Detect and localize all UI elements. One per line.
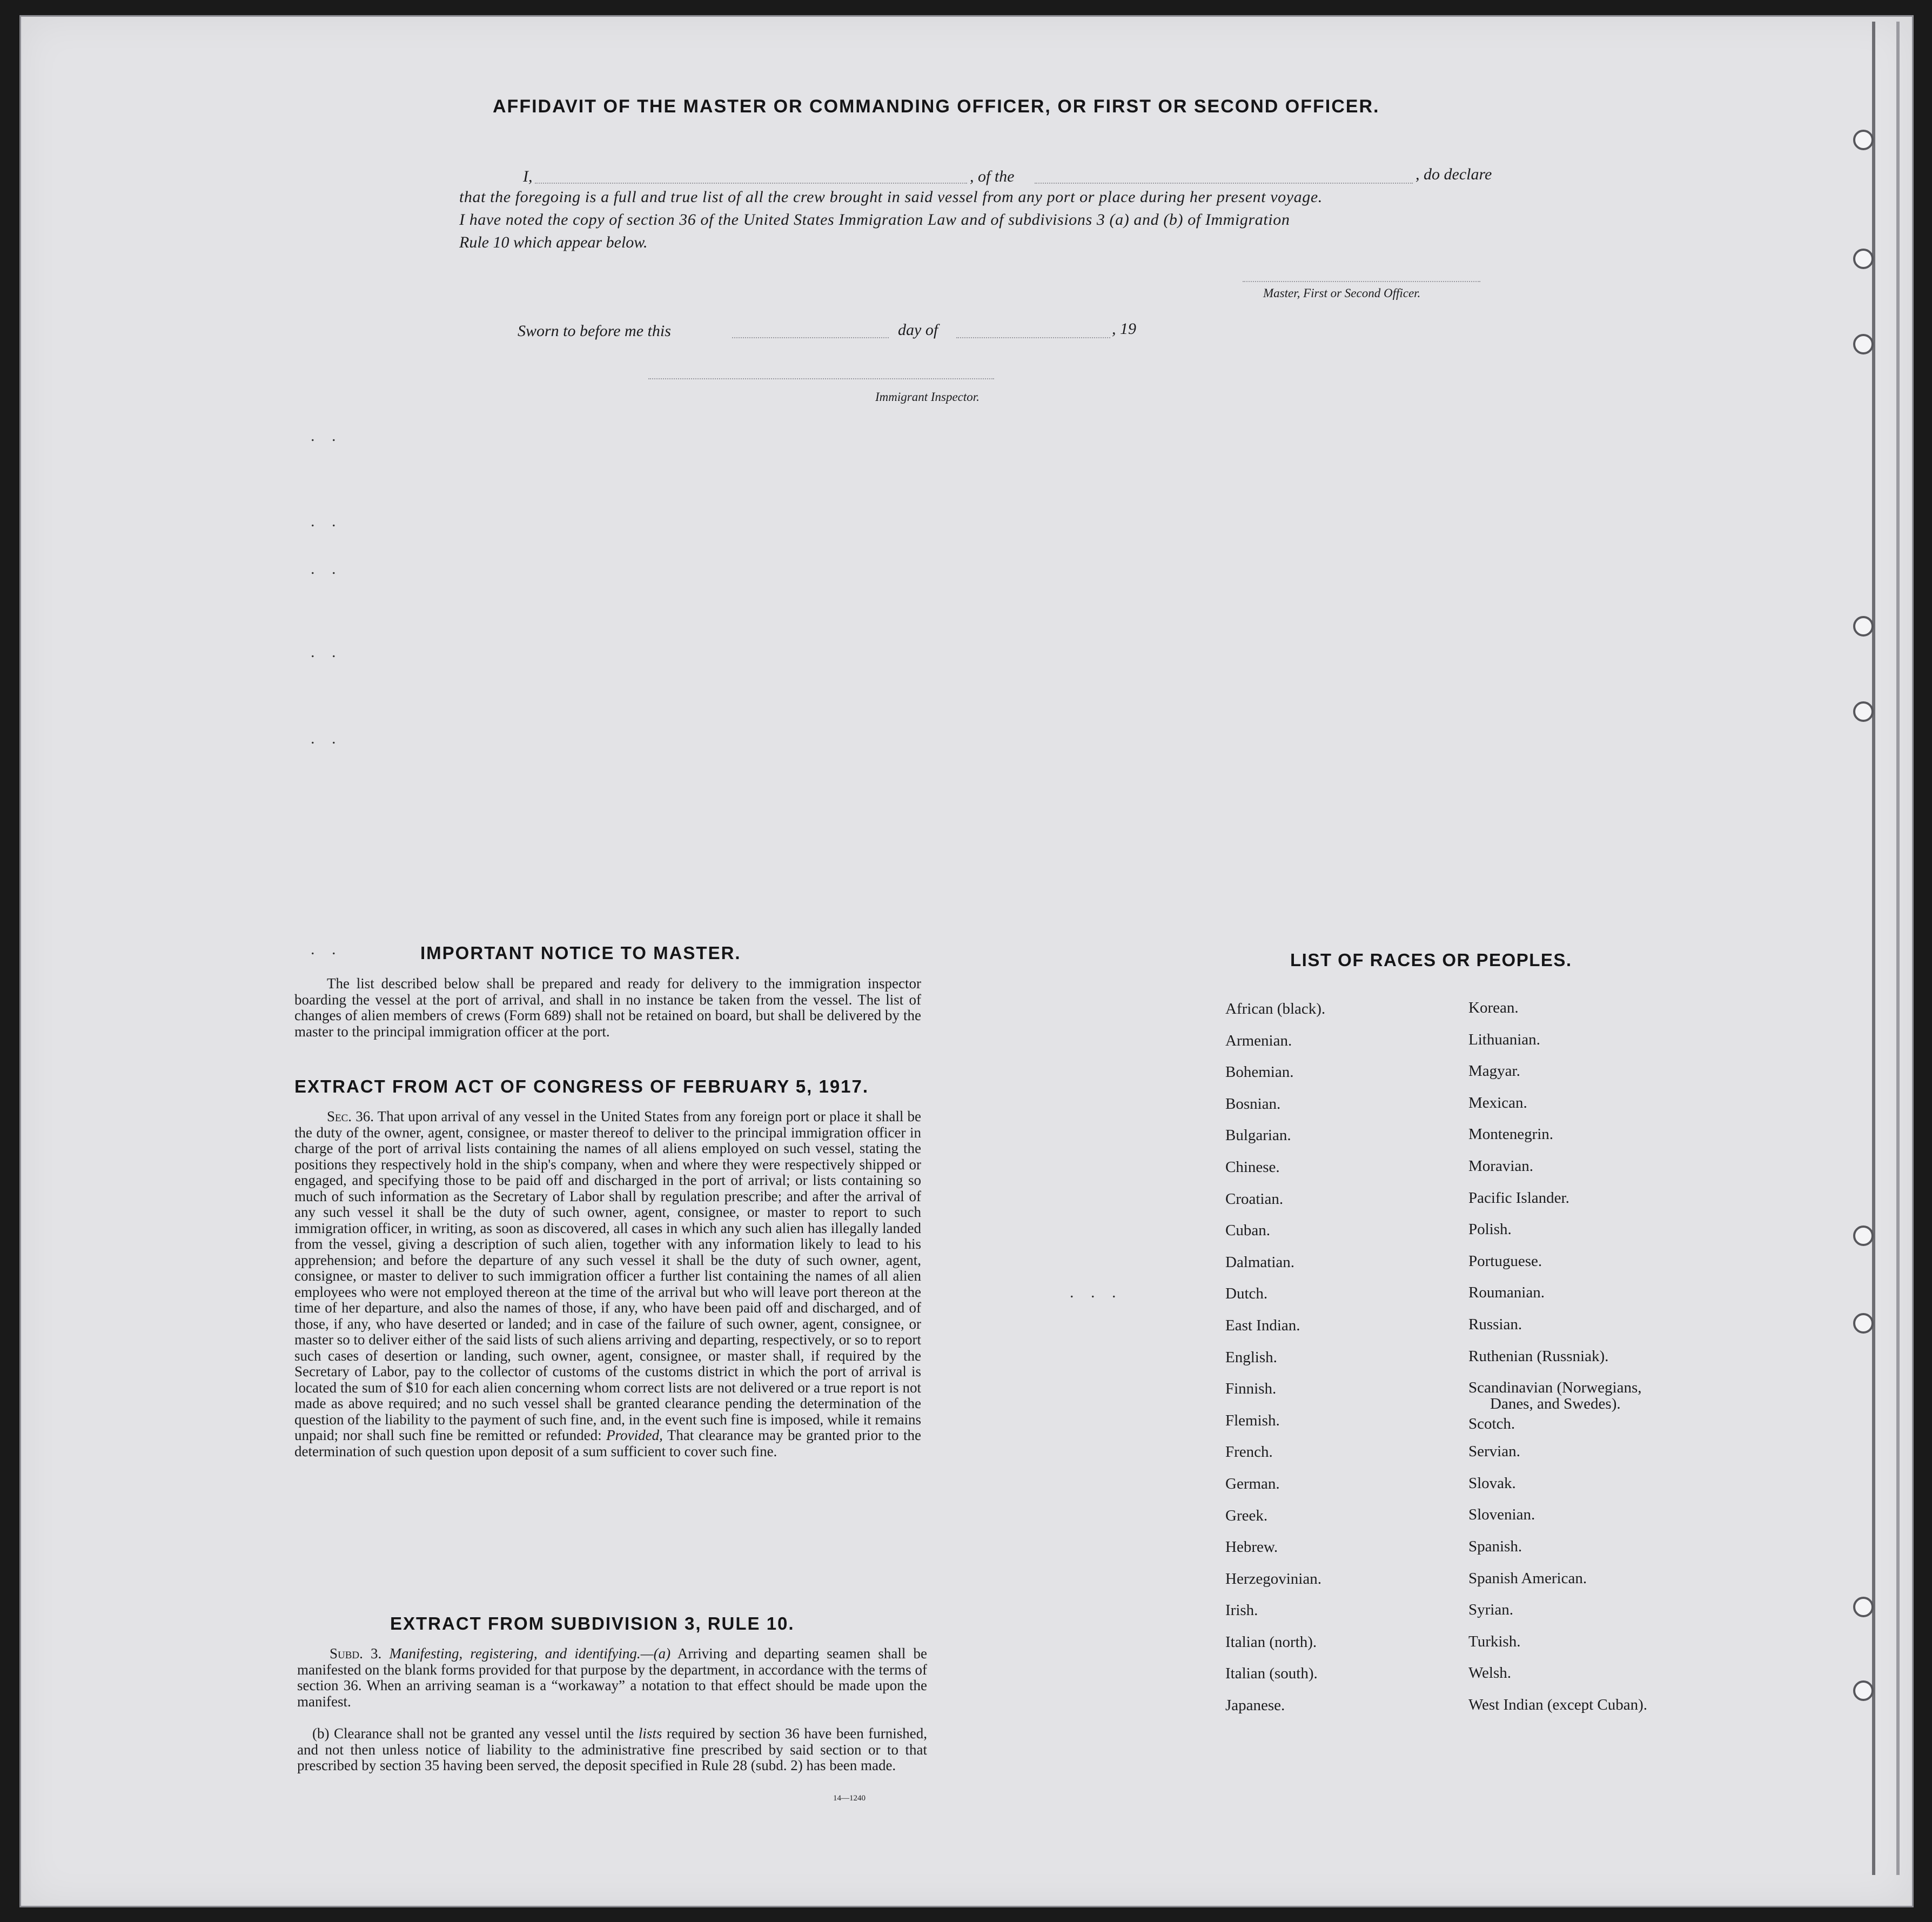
notice-title: IMPORTANT NOTICE TO MASTER. bbox=[420, 943, 741, 963]
page-edge-line bbox=[1872, 22, 1875, 1875]
binder-hole bbox=[1853, 1680, 1874, 1701]
sworn-day-field[interactable] bbox=[732, 337, 889, 338]
race-item: Moravian. bbox=[1468, 1157, 1533, 1175]
vessel-name-field[interactable] bbox=[1035, 183, 1413, 184]
race-item: Greek. bbox=[1225, 1506, 1268, 1524]
race-item: Bosnian. bbox=[1225, 1095, 1281, 1113]
race-item: Syrian. bbox=[1468, 1601, 1513, 1619]
race-item: East Indian. bbox=[1225, 1316, 1300, 1334]
dot-mark: . . bbox=[311, 643, 343, 661]
race-item: Korean. bbox=[1468, 999, 1519, 1016]
race-item: Croatian. bbox=[1225, 1190, 1284, 1208]
rule-title: EXTRACT FROM SUBDIVISION 3, RULE 10. bbox=[390, 1613, 795, 1633]
rule-a-body: Arriving and departing seamen shall be manifested on the blank forms provided for that purpose by the department, in accordance with the terms of section 36. When an arriving seaman is a “workaway” a notation to that effect should be made upon the manifest. bbox=[297, 1645, 927, 1710]
affidavit-line-4: Rule 10 which appear below. bbox=[459, 233, 648, 251]
rule-text-b bbox=[297, 1726, 927, 1774]
race-item: Chinese. bbox=[1225, 1158, 1280, 1176]
binder-hole bbox=[1853, 1225, 1874, 1246]
act-text bbox=[294, 1109, 921, 1459]
race-item: Montenegrin. bbox=[1468, 1126, 1554, 1143]
inspector-signature-field[interactable] bbox=[648, 378, 994, 379]
race-item: Bohemian. bbox=[1225, 1063, 1294, 1081]
race-item: Roumanian. bbox=[1468, 1284, 1545, 1302]
rule-subd-heading: Manifesting, registering, and identifying.—(a) bbox=[389, 1645, 671, 1662]
race-item: Dalmatian. bbox=[1225, 1253, 1295, 1271]
rule-b-lists: lists bbox=[638, 1725, 662, 1742]
race-item: Scandinavian (Norwegians, bbox=[1468, 1379, 1642, 1397]
race-item: West Indian (except Cuban). bbox=[1468, 1696, 1648, 1713]
affidavit-line-3: I have noted the copy of section 36 of the United States Immigration Law and of subdivisions 3 (a) and (b) of Immigration bbox=[459, 211, 1290, 229]
affidavit-do-declare: , do declare bbox=[1416, 165, 1492, 183]
rule-b-lead: (b) Clearance shall not be granted any vessel until the bbox=[312, 1725, 634, 1742]
race-item: Dutch. bbox=[1225, 1285, 1268, 1303]
notice-text: The list described below shall be prepared and ready for delivery to the immigration inspector boarding the vessel at the port of arrival, and shall in no instance be taken from the vessel. The list of changes of alien members of crews (Form 689) shall not be retained on board, but shall be delivered by the master to the principal immigration officer at the port. bbox=[294, 975, 921, 1040]
race-item: Pacific Islander. bbox=[1468, 1189, 1569, 1207]
binder-hole bbox=[1853, 334, 1874, 354]
race-item: Danes, and Swedes). bbox=[1490, 1395, 1621, 1413]
race-item: English. bbox=[1225, 1348, 1277, 1366]
race-item: Welsh. bbox=[1468, 1664, 1512, 1682]
binder-hole bbox=[1853, 701, 1874, 722]
race-item: Hebrew. bbox=[1225, 1538, 1278, 1556]
dot-mark: . . bbox=[311, 512, 343, 530]
race-item: Polish. bbox=[1468, 1221, 1512, 1238]
affidavit-of-the: , of the bbox=[970, 168, 1015, 185]
race-item: Cuban. bbox=[1225, 1222, 1270, 1240]
form-number: 14—1240 bbox=[833, 1794, 866, 1803]
race-item: Slovenian. bbox=[1468, 1506, 1535, 1524]
rule-b-body: required by section 36 have been furnished, and not then unless notice of liability to the administrative fine prescribed by said section or to that prescribed by section 35 having been served, the deposit specified in Rule 28 (subd. 2) has been made. bbox=[297, 1725, 928, 1773]
race-item: French. bbox=[1225, 1443, 1273, 1461]
binder-hole bbox=[1853, 616, 1874, 637]
race-item: Lithuanian. bbox=[1468, 1030, 1540, 1048]
races-title: LIST OF RACES OR PEOPLES. bbox=[1290, 950, 1572, 970]
dot-mark: . . . bbox=[1070, 1283, 1123, 1301]
race-item: Irish. bbox=[1225, 1602, 1258, 1619]
year-label: , 19 bbox=[1112, 320, 1136, 338]
master-signature-caption: Master, First or Second Officer. bbox=[1263, 286, 1421, 300]
race-item: German. bbox=[1225, 1475, 1280, 1492]
master-name-field[interactable] bbox=[535, 183, 967, 184]
act-title: EXTRACT FROM ACT OF CONGRESS OF FEBRUARY 5, 1917. bbox=[294, 1076, 869, 1096]
act-body-end: That clearance may be granted prior to the determination of such question upon deposit of a sum sufficient to cover such fine. bbox=[294, 1427, 922, 1459]
race-item: Ruthenian (Russniak). bbox=[1468, 1347, 1609, 1365]
race-item: Spanish. bbox=[1468, 1537, 1522, 1555]
races-right-column bbox=[1468, 992, 1647, 1720]
act-provided: Provided, bbox=[606, 1427, 663, 1443]
rule-text-a bbox=[297, 1646, 927, 1710]
race-item: Mexican. bbox=[1468, 1094, 1527, 1111]
race-item: Spanish American. bbox=[1468, 1569, 1587, 1587]
inspector-caption: Immigrant Inspector. bbox=[875, 390, 980, 404]
race-item: Servian. bbox=[1468, 1443, 1520, 1461]
binder-hole bbox=[1853, 1313, 1874, 1334]
race-item: Magyar. bbox=[1468, 1062, 1520, 1080]
affidavit-title: AFFIDAVIT OF THE MASTER OR COMMANDING OFFICER, OR FIRST OR SECOND OFFICER. bbox=[493, 96, 1380, 117]
race-item: Russian. bbox=[1468, 1315, 1522, 1333]
race-item: Armenian. bbox=[1225, 1032, 1292, 1049]
race-item: Finnish. bbox=[1225, 1380, 1277, 1398]
binder-hole bbox=[1853, 1597, 1874, 1617]
act-section-label: Sec. 36. bbox=[327, 1108, 374, 1124]
dot-mark: . . bbox=[311, 940, 343, 958]
sworn-month-field[interactable] bbox=[956, 337, 1110, 338]
race-item: Flemish. bbox=[1225, 1411, 1280, 1429]
day-of-label: day of bbox=[898, 321, 938, 339]
race-item: Italian (south). bbox=[1225, 1665, 1318, 1683]
races-left-column bbox=[1225, 993, 1325, 1722]
race-item: African (black). bbox=[1225, 1000, 1326, 1017]
affidavit-i-label: I, bbox=[523, 168, 533, 185]
dot-mark: . . bbox=[311, 729, 343, 747]
race-item: Turkish. bbox=[1468, 1632, 1521, 1650]
race-item: Italian (north). bbox=[1225, 1633, 1317, 1651]
race-item: Slovak. bbox=[1468, 1474, 1516, 1492]
page-edge-line bbox=[1896, 22, 1900, 1875]
race-item: Japanese. bbox=[1225, 1697, 1285, 1715]
sworn-label: Sworn to before me this bbox=[518, 322, 671, 340]
race-item: Bulgarian. bbox=[1225, 1127, 1291, 1144]
rule-subd-label: Subd. 3. bbox=[330, 1645, 382, 1662]
race-item: Herzegovinian. bbox=[1225, 1570, 1321, 1588]
affidavit-line-2: that the foregoing is a full and true list of all the crew brought in said vessel from any port or place during her present voyage. bbox=[459, 188, 1323, 206]
race-item: Portuguese. bbox=[1468, 1252, 1542, 1270]
race-item: Scotch. bbox=[1468, 1415, 1515, 1433]
dot-mark: . . bbox=[311, 560, 343, 578]
binder-hole bbox=[1853, 249, 1874, 269]
act-body: That upon arrival of any vessel in the United States from any foreign port or place it shall be the duty of the owner, agent, consignee, or master thereof to deliver to the principal immigration officer in charge of the port of arrival lists containing the names of all aliens employed on such vessel, stating the positions they respectively hold in the ship's company, when and where they were respectively shipped or engaged, and specifying those to be paid off and discharged in the port of arrival; or lists containing so much of such information as the Secretary of Labor shall by regulation prescribe; and after the arrival of any such vessel it shall be the duty of such owner, agent, consignee, or master to report to such immigration officer, in writing, as soon as discovered, all cases in which any such alien has illegally landed from the vessel, giving a description of such alien, together with any information likely to lead to his apprehension; and before the departure of any such vessel it shall be the duty of such owner, agent, consignee, or master to deliver to such immigration officer a further list containing the names of all alien employees who were not employed thereon at the time of the arrival but who will leave port thereon at the time of her departure, and also the names of those, if any, who have been paid off and discharged, and of those, if any, who have deserted or landed; and in case of the failure of such owner, agent, consignee, or master so to deliver either of the said lists of such aliens arriving and departing, respectively, or so to report such cases of desertion or landing, such owner, agent, consignee, or master shall, if required by the Secretary of Labor, pay to the collector of customs of the customs district in which the port of arrival is located the sum of $10 for each alien concerning whom correct lists are not delivered or a true report is not made as above required; and no such vessel shall be granted clearance pending the determination of the question of the liability to the payment of such fine, and, in the event such fine is imposed, while it remains unpaid; nor shall such fine be remitted or refunded: bbox=[294, 1108, 921, 1443]
master-signature-field[interactable] bbox=[1243, 281, 1480, 282]
binder-hole bbox=[1853, 130, 1874, 150]
dot-mark: . . bbox=[311, 427, 343, 445]
